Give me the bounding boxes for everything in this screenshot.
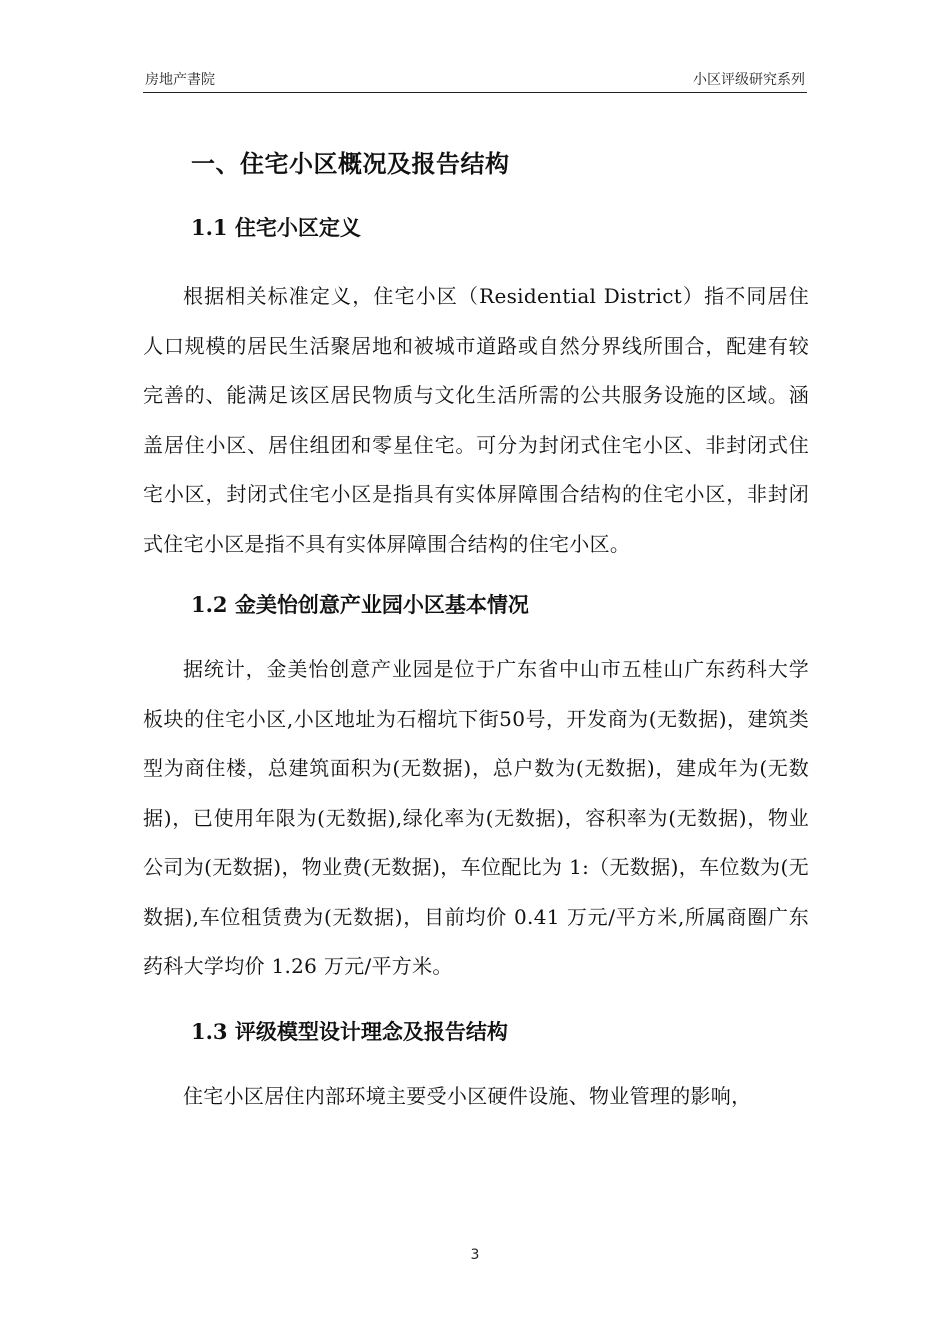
- header-series-title: 小区评级研究系列: [693, 72, 805, 88]
- header-publisher: 房地产書院: [145, 72, 215, 88]
- section-paragraph-1-1: 根据相关标准定义，住宅小区（Residential District）指不同居住人口规模的居民生活聚居地和被城市道路或自然分界线所围合，配建有较完善的、能满足该区居民物质与文化生活所需的公共服务设施的区域。涵盖居住小区、居住组团和零星住宅。可分为封闭式住宅小区、非封闭式住宅小区，封闭式住宅小区是指具有实体屏障围合结构的住宅小区，非封闭式住宅小区是指不具有实体屏障围合结构的住宅小区。: [143, 284, 809, 556]
- section-heading-1-2: 1.2 金美怡创意产业园小区基本情况: [191, 592, 529, 617]
- section-paragraph-1-2: 据统计，金美怡创意产业园是位于广东省中山市五桂山广东药科大学板块的住宅小区,小区地址为石榴坑下街50号，开发商为(无数据)，建筑类型为商住楼，总建筑面积为(无数据)，总户数为(无数据)，建成年为(无数据)，已使用年限为(无数据),绿化率为(无数据)，容积率为(无数据)，物业公司为(无数据)，物业费(无数据)，车位配比为 1:（无数据)，车位数为(无数据),车位租赁费为(无数据)，目前均价 0.41 万元/平方米,所属商圈广东药科大学均价 1.26 万元/平方米。: [143, 657, 809, 978]
- section-heading-1-3: 1.3 评级模型设计理念及报告结构: [191, 1018, 508, 1044]
- chapter-title: 一、住宅小区概况及报告结构: [191, 149, 510, 178]
- page-number: 3: [470, 1247, 480, 1263]
- page-header: [143, 66, 807, 93]
- section-heading-1-1: 1.1 住宅小区定义: [191, 215, 361, 240]
- document-body: [143, 140, 809, 1121]
- section-paragraph-1-3: 住宅小区居住内部环境主要受小区硬件设施、物业管理的影响，: [183, 1083, 752, 1108]
